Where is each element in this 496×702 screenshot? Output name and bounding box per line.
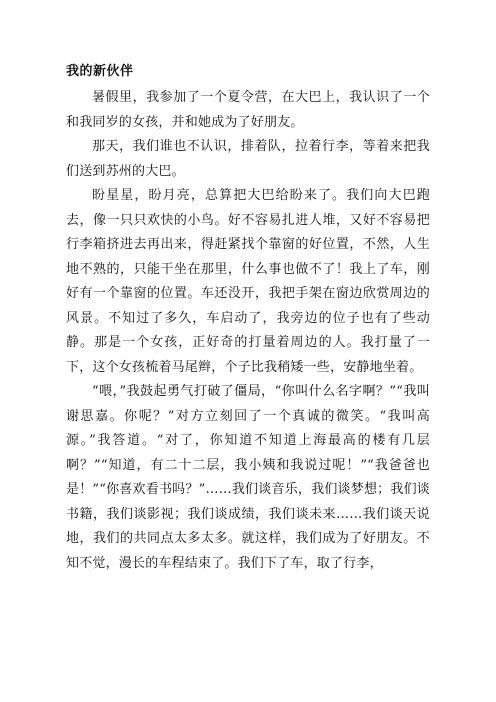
document-page: [66, 62, 430, 576]
paragraph-2: 那天，我们谁也不认识，排着队，拉着行李，等着来把我们送到苏州的大巴。: [66, 139, 430, 179]
essay-title: 我的新伙伴: [66, 64, 134, 79]
paragraph-1: 暑假里，我参加了一个夏令营，在大巴上，我认识了一个和我同岁的女孩，并和她成为了好朋友。: [66, 90, 430, 130]
paragraph-3: 盼星星，盼月亮，总算把大巴给盼来了。我们向大巴跑去，像一只只欢快的小鸟。好不容易扎进人堆，又好不容易把行李箱挤进去再出来，得赶紧找个靠窗的好位置，不然，人生地不熟的，只能干坐在那里，什么事也做不了！我上了车，刚好有一个靠窗的位置。车还没开，我把手架在窗边欣赏周边的风景。不知过了多久，车启动了，我旁边的位子也有了些动静。那是一个女孩，正好奇的打量着周边的人。我打量了一下，这个女孩梳着马尾辫，个子比我稍矮一些，安静地坐着。: [66, 188, 430, 375]
paragraph-4: “喂，”我鼓起勇气打破了僵局，“你叫什么名字啊？”“我叫谢思嘉。你呢？”对方立刻回了一个真诚的微笑。“我叫高源。”我答道。“对了，你知道不知道上海最高的楼有几层啊？”“知道，有二十二层，我小姨和我说过呢！”“我爸爸也是！”“你喜欢看书吗？”……我们谈音乐，我们谈梦想；我们谈书籍，我们谈影视；我们谈成绩，我们谈未来……我们谈天说地，我们的共同点太多太多。就这样，我们成为了好朋友。不知不觉，漫长的车程结束了。我们下了车，取了行李，: [66, 384, 430, 571]
